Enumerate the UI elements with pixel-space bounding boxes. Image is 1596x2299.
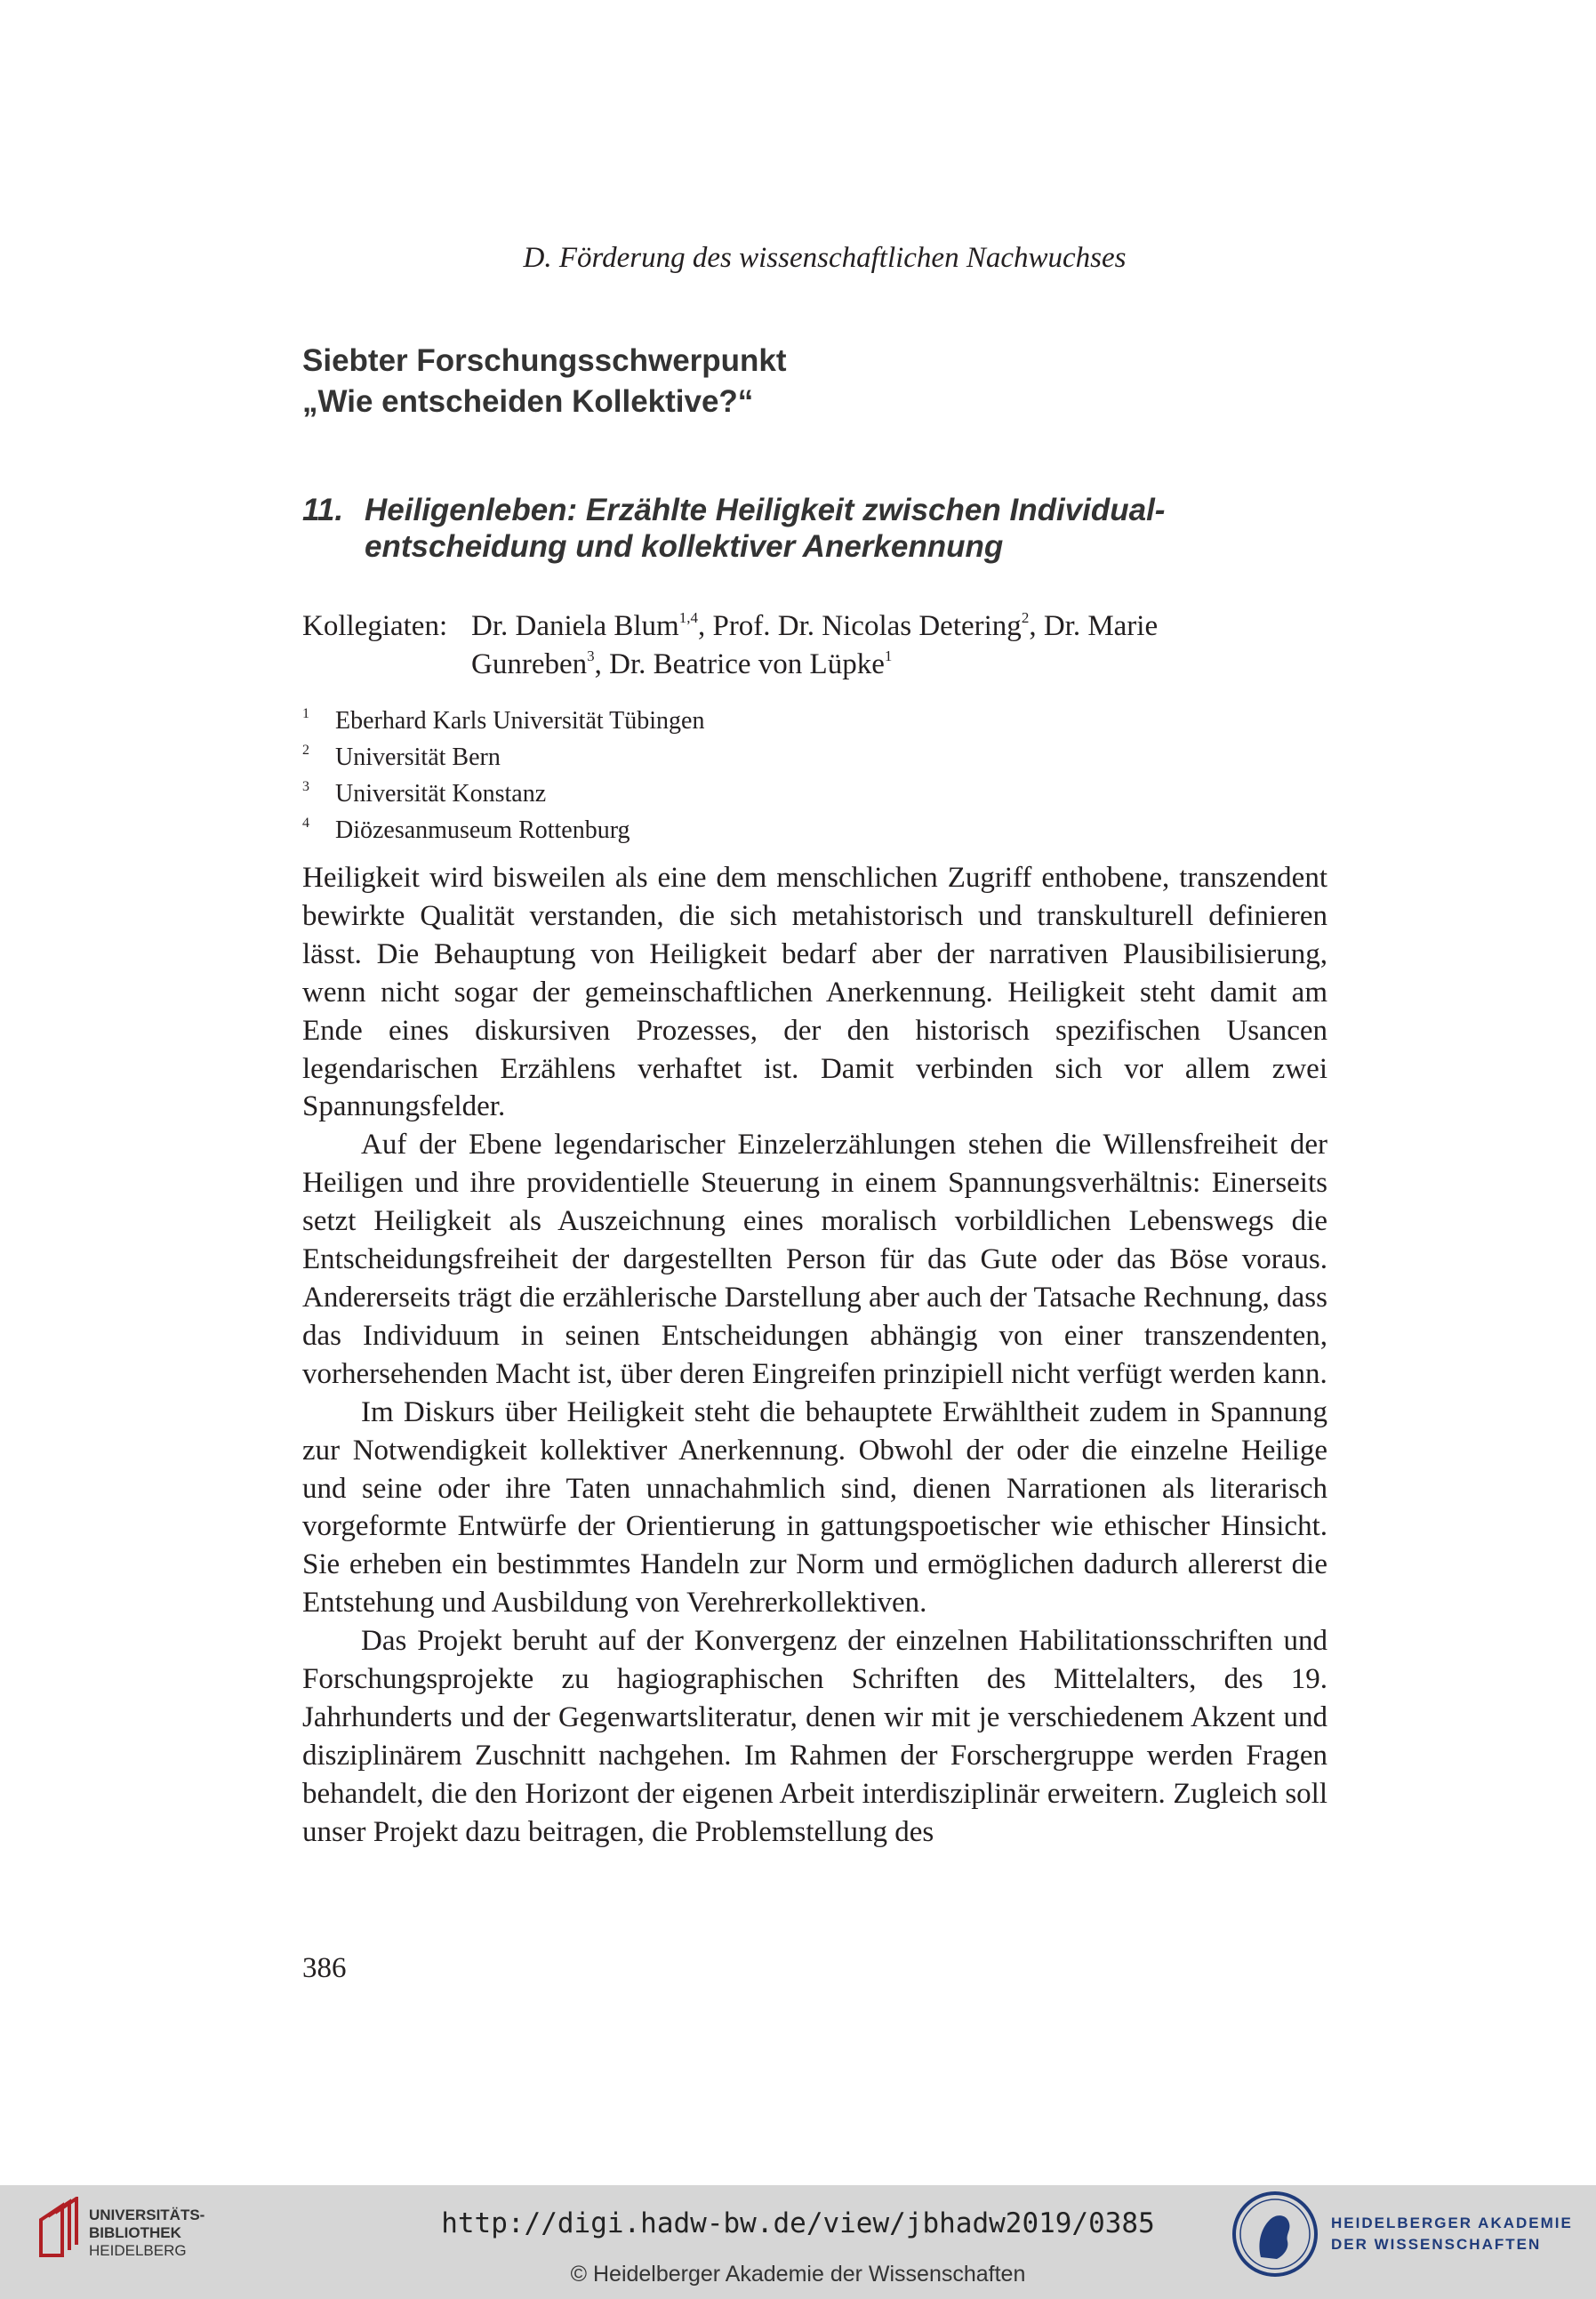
affiliation-name: Diözesanmuseum Rottenburg bbox=[335, 816, 630, 844]
hadw-logo-text[interactable] bbox=[1331, 2213, 1573, 2255]
affiliation-name: Eberhard Karls Universität Tübingen bbox=[335, 707, 705, 735]
affiliation-list bbox=[302, 699, 704, 845]
ub-logo-line1: UNIVERSITÄTS- bbox=[89, 2207, 205, 2223]
members-block bbox=[302, 607, 1158, 684]
member-1: Dr. Daniela Blum bbox=[471, 610, 679, 642]
paragraph-2: Auf der Ebene legendarischer Einzelerzählungen stehen die Willensfreiheit der Heiligen und ihre providentielle Steuerung in einem Spannungsverhältnis: Einerseits setzt Heiligkeit als Auszeichnung eines moralisch vorbildlichen Lebenswegs die Entscheidungsfreiheit der dargestellten Person für das Gute oder das Böse voraus. Andererseits trägt die erzählerische Darstellung aber auch der Tatsache Rechnung, dass das Individuum in seinen Entscheidungen abhängig von einer transzendenten, vorhersehenden Macht ist, über deren Eingreifen prinzipiell nicht verfügt werden kann. bbox=[302, 1129, 1327, 1390]
members-label: Kollegiaten: bbox=[302, 610, 448, 642]
affiliation-name: Universität Bern bbox=[335, 744, 501, 771]
affiliation-name: Universität Konstanz bbox=[335, 780, 547, 808]
member-2: , Prof. Dr. Nicolas Detering bbox=[697, 610, 1022, 642]
project-title-line2: entscheidung und kollektiver Anerkennung bbox=[365, 529, 1004, 564]
ub-logo-line3: HEIDELBERG bbox=[89, 2242, 187, 2259]
affiliation-item bbox=[302, 808, 704, 845]
running-head: D. Förderung des wissenschaftlichen Nachwuchses bbox=[523, 242, 1127, 274]
page-number: 386 bbox=[302, 1952, 347, 1984]
section-heading-line1: Siebter Forschungsschwerpunkt bbox=[302, 343, 787, 378]
affiliation-item bbox=[302, 772, 704, 808]
members-line2 bbox=[302, 646, 1158, 684]
hadw-logo-line2: DER WISSENSCHAFTEN bbox=[1331, 2236, 1542, 2253]
affiliation-number: 3 bbox=[302, 779, 309, 794]
member-4: , Dr. Beatrice von Lüpke bbox=[594, 648, 885, 680]
affiliation-number: 1 bbox=[302, 706, 309, 721]
footer-copyright: © Heidelberger Akademie der Wissenschaften bbox=[570, 2262, 1026, 2287]
paragraph-4: Das Projekt beruht auf der Konvergenz der einzelnen Habilitationsschriften und Forschungsprojekte zu hagiographischen Schriften des Mittelalters, des 19. Jahrhunderts und der Gegenwartsliteratur, denen wir mit je verschiedenem Akzent und disziplinärem Zuschnitt nachgehen. Im Rahmen der Forschergruppe werden Fragen behandelt, die den Horizont der eigenen Arbeit interdisziplinär erweitern. Zugleich soll unser Projekt dazu beitragen, die Problemstellung des bbox=[302, 1625, 1327, 1848]
project-number: 11. bbox=[302, 493, 344, 527]
project-title-line1 bbox=[302, 492, 1165, 528]
body-text bbox=[302, 859, 1327, 1852]
member-3b: Gunreben bbox=[471, 648, 588, 680]
paragraph-1: Heiligkeit wird bisweilen als eine dem menschlichen Zugriff enthobene, transzendent bewirkte Qualität verstanden, die sich metahistorisch und transkulturell definieren lässt. Die Behauptung von Heiligkeit bedarf aber der narrativen Plausibilisierung, wenn nicht sogar der gemeinschaftlichen Anerkennung. Heiligkeit steht damit am Ende eines diskursiven Prozesses, der den historisch spezifischen Usancen legendarischen Erzählens verhaftet ist. Damit verbinden sich vor allem zwei Spannungsfelder. bbox=[302, 862, 1327, 1123]
affiliation-number: 4 bbox=[302, 816, 309, 831]
affiliation-item bbox=[302, 736, 704, 772]
member-2-sup: 2 bbox=[1021, 609, 1030, 626]
affiliation-number: 2 bbox=[302, 743, 309, 758]
hadw-seal-icon[interactable] bbox=[1231, 2190, 1319, 2279]
hadw-logo-line1: HEIDELBERGER AKADEMIE bbox=[1331, 2215, 1573, 2231]
section-heading-line2: „Wie entscheiden Kollektive?“ bbox=[302, 384, 754, 419]
member-4-sup: 1 bbox=[884, 647, 893, 664]
paragraph-3: Im Diskurs über Heiligkeit steht die behauptete Erwähltheit zudem in Spannung zur Notwendigkeit kollektiver Anerkennung. Obwohl der oder die einzelne Heilige und seine oder ihre Taten unnachahmlich sind, dienen Narrationen als literarisch vorgeformte Entwürfe der Orientierung in gattungspoetischer wie ethischer Hinsicht. Sie erheben ein bestimmtes Handeln zur Norm und ermöglichen dadurch allererst die Entstehung und Ausbildung von Verehrerkollektiven. bbox=[302, 1395, 1327, 1620]
affiliation-item bbox=[302, 699, 704, 736]
member-3-sup: 3 bbox=[587, 647, 595, 664]
section-heading bbox=[302, 341, 787, 422]
member-1-sup: 1,4 bbox=[678, 609, 698, 626]
project-title-text1: Heiligenleben: Erzählte Heiligkeit zwischen Individual- bbox=[365, 493, 1166, 527]
member-3a: , Dr. Marie bbox=[1029, 610, 1159, 642]
members-line1 bbox=[302, 607, 1158, 646]
ub-logo-line2: BIBLIOTHEK bbox=[89, 2224, 181, 2241]
project-title bbox=[302, 492, 1165, 565]
footer-url-link[interactable]: http://digi.hadw-bw.de/view/jbhadw2019/0385 bbox=[441, 2207, 1155, 2239]
